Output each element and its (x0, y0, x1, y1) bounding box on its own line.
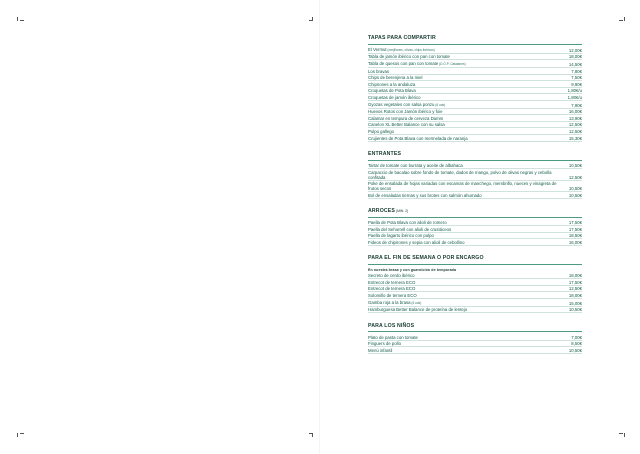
menu-item-price: 10,50€ (568, 162, 582, 168)
menu-item-label: Menú infantil (368, 347, 393, 353)
menu-item-label: Canelon XL Better Balance con su salsa (368, 122, 445, 128)
menu-item-price: 9,90€ (571, 81, 582, 87)
menu-item-label: Hamburguesa Better Balance de proteína de lentejo (368, 307, 468, 313)
menu-item (368, 192, 582, 199)
menu-item-label: Chipirones a la andaluza (368, 81, 416, 87)
menu-item-price: 1,80€/u (567, 95, 582, 101)
menu-item-name (368, 61, 569, 67)
menu-item-label: Gamba roja a la brasa (368, 299, 411, 305)
menu-item (368, 279, 582, 286)
menu-item (368, 286, 582, 293)
menu-item (368, 46, 582, 54)
menu-item-label: Fideos de chipirones y sepia con alioli de cebollino (368, 239, 465, 245)
menu-item-label: Tartar de tomate con burrata y aceite de albahaca (368, 162, 463, 168)
menu-item-name (368, 109, 569, 114)
item-list (368, 273, 582, 314)
menu-item (368, 94, 582, 101)
section-ninos (368, 322, 582, 354)
crop-mark (20, 433, 24, 434)
menu-item-label: El Vermut (368, 46, 387, 52)
menu-item-label: Entrecot de ternera ECO (368, 286, 416, 292)
menu-item-price: 15,30€ (568, 135, 582, 141)
menu-item-name (368, 240, 569, 245)
menu-item-label: Bol de ensaladas tiernas y sus brotes con salmón ahumado (368, 192, 482, 198)
menu-item-name (368, 122, 569, 127)
menu-item-name (368, 75, 571, 80)
section-subtitle: En nuestra brasa y con guarnición de temporada (368, 267, 457, 272)
menu-item (368, 115, 582, 122)
section-tapas (368, 34, 582, 142)
menu-item-detail: (6 uds) (434, 102, 446, 107)
menu-item-name (368, 136, 569, 141)
crop-mark (624, 433, 625, 437)
section-rule (368, 44, 582, 45)
crop-mark (20, 20, 24, 21)
menu-item-name (368, 88, 568, 93)
page-fold (319, 0, 320, 454)
crop-mark (309, 433, 313, 434)
menu-item (368, 81, 582, 88)
menu-item-label: Gyozas vegetales con salsa ponzu (368, 101, 435, 107)
menu-item-name (368, 54, 569, 59)
menu-item-label: Crujientes de Pota Blava con mermelada de naranja (368, 135, 468, 141)
menu-item-price: 14,50€ (568, 62, 582, 68)
menu-item-label: Carpaccio de bacalao sobre fondo de tomate, dados de mango, polvo de olivas negras y cebolla confitada (368, 169, 552, 180)
menu-item (368, 122, 582, 129)
menu-item-name (368, 273, 569, 278)
menu-item (368, 239, 582, 246)
menu-item (368, 75, 582, 82)
menu-item-price: 17,50€ (568, 279, 582, 285)
section-fin-de-semana (368, 254, 582, 313)
menu-item-label: Paella del Sehorrell con alioli de crustáceos (368, 226, 452, 232)
menu-item-detail: (D.O.P. Catalanes) (438, 62, 466, 67)
menu-item-price: 10,50€ (568, 192, 582, 198)
menu-item-price: 10,50€ (568, 307, 582, 313)
menu-item-price: 12,50€ (568, 129, 582, 134)
menu-item-name (368, 102, 571, 108)
menu-item-price: 17,50€ (568, 226, 582, 232)
menu-item-label: Huevos Rotos con Jamón ibérico y foie (368, 109, 443, 115)
menu-item (368, 181, 582, 193)
menu-item-price: 12,50€ (568, 174, 582, 180)
crop-mark (619, 20, 623, 21)
section-entrantes (368, 150, 582, 199)
section-title: PARA LOS NIÑOS (368, 322, 415, 329)
crop-mark (17, 17, 18, 21)
section-title: ARROCES(MIN. 2) (368, 208, 409, 215)
menu-item-price: 1,80€/u (567, 88, 582, 94)
crop-mark (624, 17, 625, 21)
section-rule (368, 217, 582, 218)
menu-item-label: Croquetas de jamón ibérico (368, 95, 421, 101)
section-rule (368, 160, 582, 161)
menu-item (368, 233, 582, 240)
menu-item-name (368, 129, 569, 134)
menu-item-label: Finguers de pollo (368, 341, 401, 347)
menu-item-label: Plato de pasta con tomate (368, 334, 418, 340)
menu-item (368, 341, 582, 348)
menu-item-label: Solomillo de ternera ECO (368, 293, 417, 299)
menu-item-name (368, 181, 569, 191)
menu-item-price: 7,00€ (571, 334, 582, 340)
section-title: ENTRANTES (368, 151, 402, 158)
section-title: PARA EL FIN DE SEMANA O POR ENCARGO (368, 255, 484, 262)
menu-item (368, 88, 582, 95)
menu-column (368, 34, 582, 362)
menu-item (368, 220, 582, 227)
menu-item-name (368, 286, 569, 291)
menu-item (368, 299, 582, 307)
section-note: (MIN. 2) (396, 209, 409, 214)
menu-item-price: 17,50€ (568, 220, 582, 226)
menu-item-name (368, 163, 569, 168)
menu-item-name (368, 280, 569, 285)
menu-item-label: Paella de lagarto ibérico con pulpo (368, 233, 434, 239)
menu-item-price: 16,00€ (568, 109, 582, 115)
menu-item-name (368, 227, 569, 232)
menu-item-name (368, 47, 569, 53)
menu-item-price: 16,00€ (568, 239, 582, 245)
menu-item (368, 347, 582, 354)
menu-item-label: Tabla de quesos con pan con tomate (368, 61, 439, 67)
menu-item-name (368, 82, 571, 87)
menu-item-label: Chips de berenjena a la miel (368, 75, 423, 81)
menu-item-price: 10,50€ (568, 186, 582, 192)
item-list (368, 220, 582, 246)
menu-item-name (368, 95, 568, 100)
menu-item-label: Croquetas de Pota Blava (368, 88, 416, 94)
menu-item (368, 169, 582, 181)
menu-item (368, 135, 582, 142)
menu-item (368, 109, 582, 116)
menu-item-price: 7,90€ (571, 102, 582, 108)
menu-item-name (368, 193, 569, 198)
menu-item-price: 7,50€ (571, 75, 582, 81)
menu-item-label: Calamar en tempura de cerveza Damm (368, 115, 444, 121)
menu-item (368, 273, 582, 280)
menu-item-name (368, 69, 571, 74)
menu-item-price: 10,50€ (568, 347, 582, 353)
menu-item-name (368, 341, 571, 346)
menu-item-detail: (6 uds) (410, 300, 422, 305)
section-title: TAPAS PARA COMPARTIR (368, 35, 436, 41)
crop-mark (312, 433, 313, 437)
section-rule (368, 331, 582, 332)
menu-item-price: 18,00€ (568, 273, 582, 279)
menu-item (368, 54, 582, 61)
menu-item (368, 68, 582, 75)
crop-mark (619, 433, 623, 434)
menu-item-label: Pulpo gallego (368, 129, 395, 134)
menu-item-name (368, 116, 569, 121)
menu-item (368, 334, 582, 341)
menu-item-price: 15,00€ (568, 300, 582, 306)
item-list (368, 46, 582, 141)
item-list (368, 334, 582, 354)
crop-mark (309, 20, 313, 21)
menu-item (368, 60, 582, 68)
menu-item-price: 12,50€ (568, 122, 582, 128)
menu-item (368, 226, 582, 233)
menu-item-label: Los bravas (368, 68, 390, 74)
menu-item-label: Poke de ensalada de hojas variadas con escamas de manchego, membrillo, nueces y vinagreta de frutos secos (368, 181, 557, 192)
menu-item-price: 8,50€ (571, 341, 582, 347)
menu-item-name (368, 293, 569, 298)
menu-item (368, 128, 582, 135)
menu-item-price: 12,00€ (568, 47, 582, 53)
menu-item-label: Tabla de jamón ibérico con pan con tomate (368, 54, 450, 60)
menu-item-price: 18,50€ (568, 233, 582, 239)
menu-item-name (368, 307, 569, 312)
menu-item-detail: (mejillones, olivas, chips ibéricos) (386, 47, 435, 52)
section-rule (368, 264, 582, 265)
menu-item-price: 18,00€ (568, 54, 582, 60)
menu-item-price: 12,50€ (568, 286, 582, 292)
menu-item-name (368, 233, 569, 238)
crop-mark (17, 433, 18, 437)
menu-item-name (368, 300, 569, 306)
section-arroces (368, 207, 582, 246)
menu-item-name (368, 348, 569, 353)
menu-item (368, 162, 582, 169)
menu-item-name (368, 220, 569, 225)
menu-item (368, 292, 582, 299)
menu-item-label: Paella de Pota Blava con alioli de romero (368, 220, 447, 226)
menu-item-price: 18,00€ (568, 293, 582, 299)
menu-item-label: Entrecot de ternera ECO (368, 279, 416, 285)
menu-item-label: Secreto de cerdo ibérico (368, 273, 415, 279)
item-list (368, 162, 582, 198)
menu-item-price: 13,90€ (568, 115, 582, 121)
menu-item (368, 101, 582, 109)
menu-item-name (368, 170, 569, 180)
menu-item-name (368, 335, 571, 340)
menu-item (368, 307, 582, 314)
menu-item-price: 7,80€ (571, 68, 582, 74)
